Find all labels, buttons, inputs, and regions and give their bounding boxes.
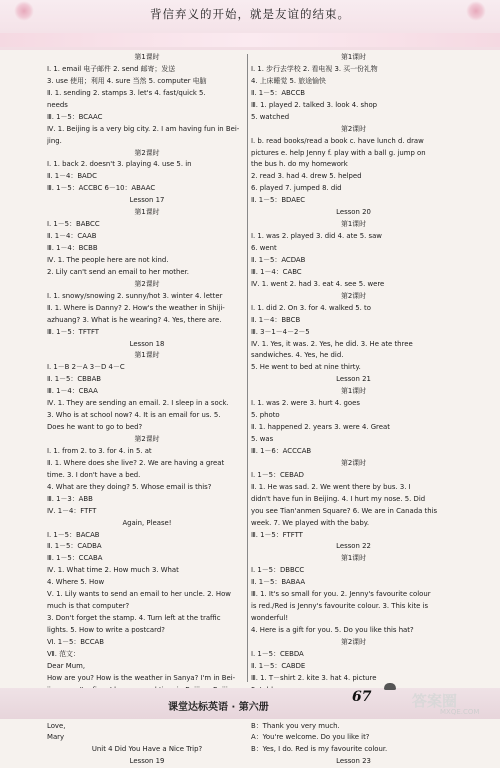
- answer-line: Ⅰ. b. read books/read a book c. have lunch d. draw: [251, 136, 424, 145]
- answer-line: 5. was: [251, 435, 274, 443]
- answer-line: 3. Don't forget the stamp. 4. Turn left at the traffic: [47, 614, 221, 623]
- answer-line: Ⅲ. 3－1－4－2－5: [251, 327, 310, 336]
- answer-line: Ⅰ. 1－5：CEBDA: [251, 649, 304, 658]
- answer-line: lights. 5. How to write a postcard?: [47, 626, 165, 634]
- answer-line: Lesson 19: [129, 757, 165, 766]
- page-header: [0, 0, 500, 50]
- answer-line: 第1课时: [340, 53, 367, 61]
- answer-line: 第2课时: [340, 124, 367, 133]
- watermark-url: MXQE.COM: [440, 708, 480, 716]
- answer-line: 第1课时: [134, 351, 160, 360]
- answer-line: A：You're welcome. Do you like it?: [251, 733, 370, 742]
- answer-line: Love,: [47, 721, 66, 730]
- answer-line: Ⅱ. 1－5：ACDAB: [251, 255, 306, 264]
- answer-line: Ⅱ. 1. He was sad. 2. We went there by bus. 3. I: [251, 482, 411, 491]
- answer-line: 6. played 7. jumped 8. did: [251, 184, 342, 193]
- answer-line: 第1课时: [134, 53, 160, 61]
- answer-line: Lesson 17: [129, 196, 165, 205]
- answer-line: Ⅲ. 1－3：ABB: [47, 494, 93, 503]
- answer-line: Ⅳ. 1－4：FTFT: [47, 506, 97, 515]
- answer-line: Ⅵ. 1－5：BCCAB: [47, 637, 104, 646]
- answer-line: Ⅲ. 1－5：CCABA: [47, 554, 103, 563]
- answer-line: Ⅰ. 1. email 电子邮件 2. send 邮寄；发送: [47, 64, 176, 73]
- answer-line: is red./Red is Jenny's favourite colour. 3. This kite is: [251, 602, 429, 611]
- answer-line: 4. Where 5. How: [47, 578, 105, 587]
- answer-line: Ⅱ. 1－5：ABCCB: [251, 88, 305, 97]
- answer-line: Mary: [47, 733, 65, 742]
- answer-line: Lesson 20: [336, 208, 371, 217]
- answer-line: 第1课时: [340, 220, 367, 229]
- answer-line: Ⅱ. 1－4：CAAB: [47, 232, 97, 241]
- answer-line: Ⅰ. 1－5：DBBCC: [251, 566, 305, 575]
- answer-line: sandwiches. 4. Yes, he did.: [251, 351, 344, 360]
- answer-line: 4. 上床睡觉 5. 旅途愉快: [251, 76, 326, 85]
- answer-line: Ⅲ. 1－5：TFTFT: [47, 327, 99, 336]
- answer-line: Ⅲ. 1－5：BCAAC: [47, 112, 103, 121]
- answer-line: Ⅲ. 1－4：CABC: [251, 267, 302, 276]
- header-quote: 背信弃义的开始，就是友谊的结束。: [150, 7, 350, 21]
- answer-line: Ⅱ. 1. sending 2. stamps 3. let's 4. fast/quick 5.: [47, 88, 206, 97]
- answer-line: pictures e. help Jenny f. play with a ball g. jump on: [251, 148, 426, 157]
- answer-line: Ⅲ. 1. It's so small for you. 2. Jenny's favourite colour: [251, 590, 431, 599]
- answer-line: Ⅰ. 1－5：BABCC: [47, 220, 100, 229]
- page-number: 67: [352, 689, 372, 705]
- header-ribbon: [0, 33, 500, 47]
- answer-line: Ⅴ. 1. Lily wants to send an email to her uncle. 2. How: [47, 590, 231, 599]
- answer-line: 2. read 3. had 4. drew 5. helped: [251, 172, 362, 181]
- answer-line: you see Tian'anmen Square? 6. We are in Canada this: [251, 506, 438, 515]
- answer-line: Ⅰ. 1. 步行去学校 2. 看电视 3. 买一份礼物: [251, 64, 378, 73]
- answer-line: jing.: [47, 136, 62, 145]
- answer-line: Ⅲ. 1－4：BCBB: [47, 244, 98, 252]
- answer-line: 第1课时: [134, 208, 160, 217]
- book-title: 课堂达标英语 · 第六册: [168, 702, 269, 713]
- answer-line: Ⅱ. 1－5：BDAEC: [251, 196, 306, 205]
- answer-line: Ⅰ. 1. was 2. played 3. did 4. ate 5. saw: [251, 232, 382, 241]
- answer-line: 第2课时: [340, 458, 367, 467]
- answer-column-right: [251, 52, 456, 768]
- answer-line: 第2课时: [134, 435, 160, 443]
- answer-line: Ⅲ. 1－5：FTFTT: [251, 530, 303, 539]
- answer-line: 2. Lily can't send an email to her mother.: [47, 267, 189, 276]
- answer-line: Ⅱ. 1. Where is Danny? 2. How's the weather in Shiji-: [47, 303, 225, 312]
- answer-line: Lesson 18: [129, 339, 165, 348]
- answer-line: Ⅰ. 1. did 2. On 3. for 4. walked 5. to: [251, 303, 371, 312]
- answer-line: 第2课时: [134, 279, 160, 288]
- answer-line: 5. photo: [251, 411, 280, 420]
- answer-line: Ⅰ. 1. back 2. doesn't 3. playing 4. use 5. in: [47, 160, 192, 169]
- answer-line: Ⅰ. 1－5：CEBAD: [251, 470, 304, 479]
- answer-column-left: [47, 52, 247, 768]
- answer-line: wonderful!: [251, 614, 289, 623]
- answer-line: Ⅰ. 1. from 2. to 3. for 4. in 5. at: [47, 446, 152, 455]
- answer-line: Ⅱ. 1－5：CBBAB: [47, 375, 102, 384]
- answer-line: Ⅱ. 1－4：BBCB: [251, 315, 301, 324]
- answer-line: 第2课时: [340, 291, 367, 300]
- answer-line: Ⅶ. 范文：: [47, 649, 80, 658]
- answer-line: time. 3. I don't have a bed.: [47, 470, 141, 479]
- answer-line: Ⅱ. 1－5：CABDE: [251, 661, 306, 670]
- answer-line: 3. Who is at school now? 4. It is an email for us. 5.: [47, 411, 221, 420]
- answer-line: 4. What are they doing? 5. Whose email is this?: [47, 482, 212, 491]
- answer-line: Ⅱ. 1－4：BADC: [47, 172, 97, 181]
- answer-line: much is that computer?: [47, 602, 130, 611]
- answer-line: 6. went: [251, 244, 277, 252]
- answer-line: Does he want to go to bed?: [47, 423, 143, 432]
- bug-icon: [384, 683, 396, 690]
- answer-line: Again, Please!: [122, 518, 172, 527]
- answer-line: needs: [47, 100, 68, 109]
- answer-line: 3. use 使用；利用 4. sure 当然 5. computer 电脑: [47, 76, 207, 85]
- answer-line: Ⅱ. 1－5：BABAA: [251, 578, 306, 587]
- answer-line: Ⅰ. 1－B 2－A 3－D 4－C: [47, 363, 125, 372]
- answer-line: Ⅳ. 1. The people here are not kind.: [47, 255, 169, 264]
- answer-line: Ⅳ. 1. They are sending an email. 2. I sleep in a sock.: [47, 399, 229, 408]
- answer-line: Lesson 23: [336, 757, 371, 766]
- answer-line: Unit 4 Did You Have a Nice Trip?: [91, 745, 203, 754]
- column-divider: [247, 54, 248, 682]
- answer-line: azhuang? 3. What is he wearing? 4. Yes, there are.: [47, 315, 222, 324]
- answer-line: Ⅱ. 1. Where does she live? 2. We are having a great: [47, 458, 225, 467]
- answer-line: Ⅰ. 1. snowy/snowing 2. sunny/hot 3. winter 4. letter: [47, 291, 223, 300]
- answer-line: Ⅳ. 1. Beijing is a very big city. 2. I am having fun in Bei-: [47, 124, 240, 133]
- answer-line: 第1课时: [340, 387, 367, 396]
- answer-line: Ⅲ. 1. T－shirt 2. kite 3. hat 4. picture: [251, 673, 377, 682]
- answer-line: B：Yes, I do. Red is my favourite colour.: [251, 745, 388, 754]
- answer-line: 第2课时: [134, 148, 160, 157]
- answer-line: Ⅱ. 1. happened 2. years 3. were 4. Great: [251, 423, 390, 432]
- answer-line: Ⅲ. 1－4：CBAA: [47, 387, 98, 396]
- answer-line: B：Thank you very much.: [251, 721, 340, 730]
- answer-line: the bus h. do my homework: [251, 160, 348, 169]
- watermark-logo: 答案圈: [412, 692, 458, 710]
- answer-line: Ⅳ. 1. Yes, it was. 2. Yes, he did. 3. He ate three: [251, 339, 413, 348]
- answer-line: Ⅲ. 1－6：ACCCAB: [251, 446, 312, 455]
- answer-line: 第2课时: [340, 637, 367, 646]
- answer-line: Ⅳ. 1. What time 2. How much 3. What: [47, 566, 179, 575]
- answer-line: 第1课时: [340, 554, 367, 563]
- answer-line: 5. watched: [251, 112, 290, 121]
- answer-line: Ⅳ. 1. went 2. had 3. eat 4. see 5. were: [251, 279, 385, 288]
- answer-line: Ⅱ. 1－5：CADBA: [47, 542, 102, 551]
- answer-line: week. 7. We played with the baby.: [251, 518, 370, 527]
- answer-line: Lesson 22: [336, 542, 371, 551]
- answer-line: 4. Here is a gift for you. 5. Do you like this hat?: [251, 626, 414, 634]
- answer-line: Ⅲ. 1－5：ACCBC 6－10：ABAAC: [47, 184, 156, 193]
- answer-line: Lesson 21: [336, 375, 371, 384]
- answer-line: How are you? How is the weather in Sanya? I'm in Bei-: [47, 673, 236, 682]
- answer-line: Ⅲ. 1. played 2. talked 3. look 4. shop: [251, 100, 378, 109]
- answer-line: Dear Mum,: [47, 661, 86, 670]
- answer-line: 5. He went to bed at nine thirty.: [251, 363, 361, 372]
- answer-line: didn't have fun in Beijing. 4. I hurt my nose. 5. Did: [251, 494, 426, 503]
- answer-line: Ⅰ. 1. was 2. were 3. hurt 4. goes: [251, 399, 360, 408]
- answer-line: Ⅰ. 1－5：BACAB: [47, 530, 100, 539]
